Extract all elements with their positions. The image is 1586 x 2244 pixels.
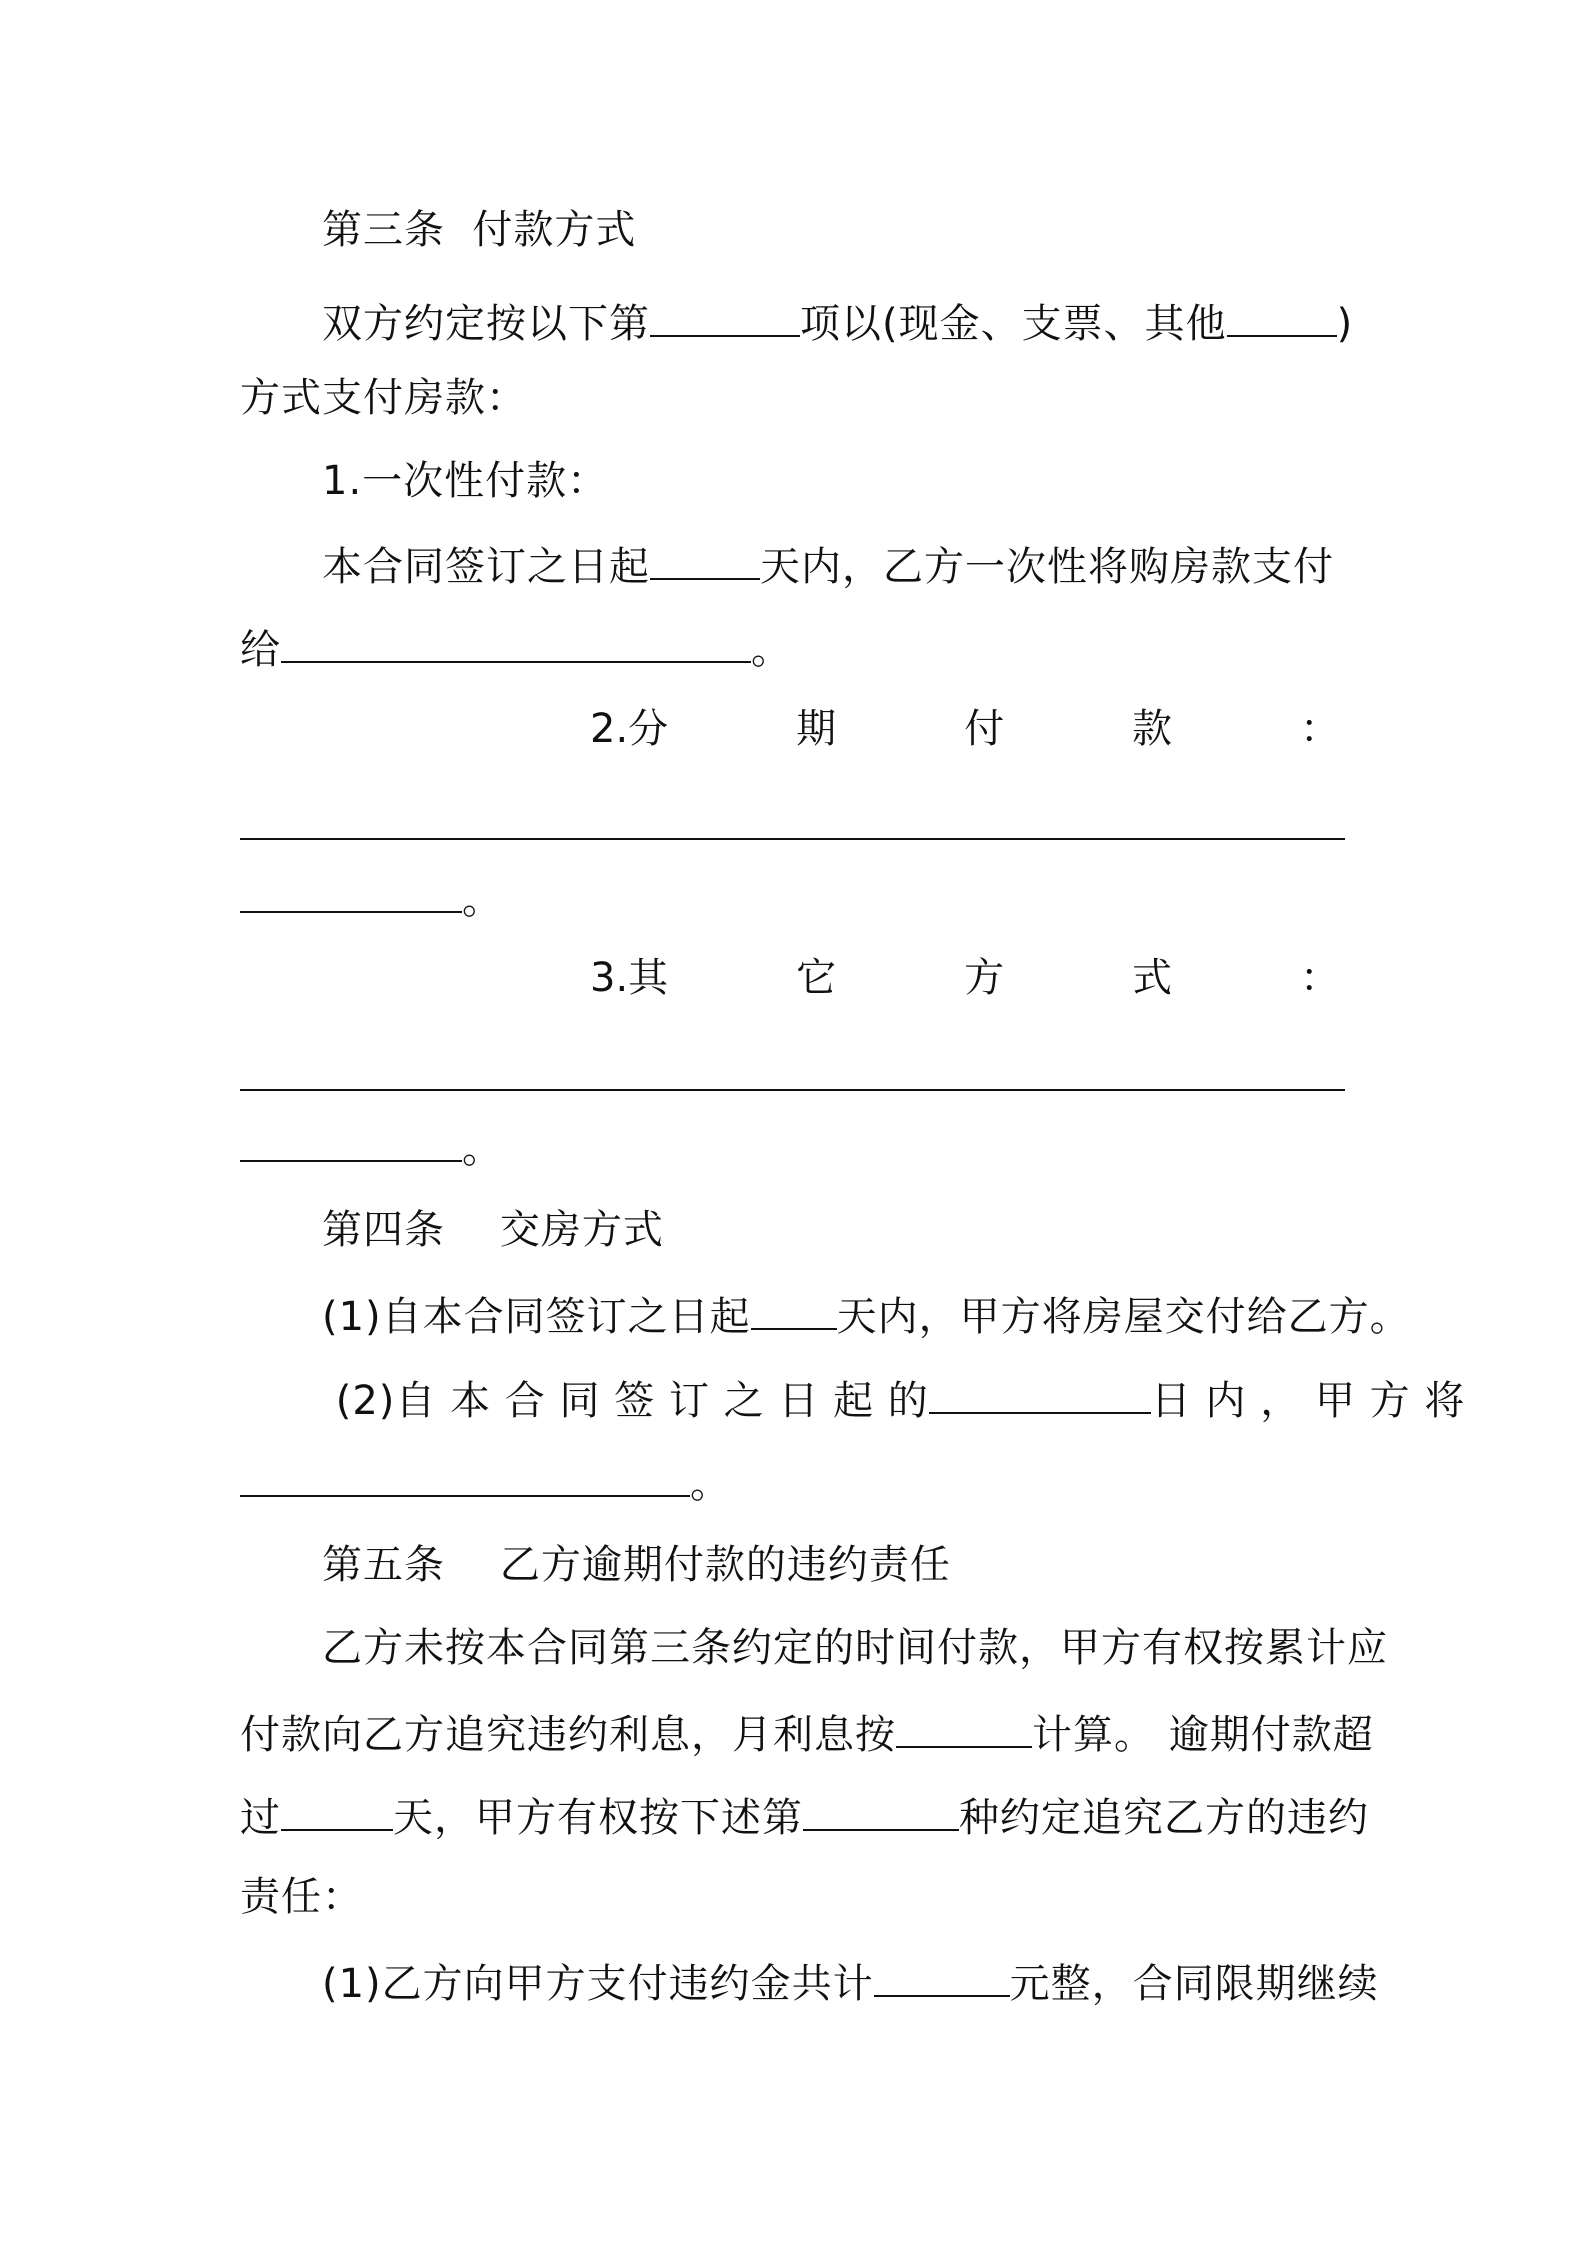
text-segment: (1)自本合同签订之日起 bbox=[322, 1294, 751, 1340]
text-segment: 。 bbox=[690, 1461, 731, 1507]
article5-paragraph-line1: 乙方未按本合同第三条约定的时间付款，甲方有权按累计应 bbox=[322, 1625, 1388, 1671]
article4-item1 bbox=[322, 1288, 1411, 1342]
title-char: 它 bbox=[796, 955, 837, 1001]
text-segment: 。 bbox=[462, 877, 503, 923]
article4-item2-line1 bbox=[322, 1372, 1465, 1426]
blank-field bbox=[240, 1455, 690, 1497]
text-segment: 过 bbox=[240, 1795, 281, 1841]
title-char: 款 bbox=[1132, 706, 1173, 752]
article5-heading: 第五条 乙方逾期付款的违约责任 bbox=[322, 1542, 951, 1588]
text-segment: 双方约定按以下第 bbox=[322, 301, 650, 347]
text-segment: 项以(现金、支票、其他 bbox=[800, 301, 1227, 347]
blank-field bbox=[281, 621, 751, 663]
blank-field bbox=[650, 295, 800, 337]
text-segment: 本合同签订之日起 bbox=[322, 544, 650, 590]
title-char: 2.分 bbox=[590, 706, 669, 752]
text-segment: (2)自 本 合 同 签 订 之 日 起 的 bbox=[322, 1378, 929, 1424]
text-segment: 天内，甲方将房屋交付给乙方。 bbox=[836, 1294, 1411, 1340]
article3-paragraph-line2: 方式支付房款： bbox=[240, 375, 527, 421]
article4-heading: 第四条 交房方式 bbox=[322, 1207, 664, 1253]
blank-field bbox=[896, 1706, 1032, 1748]
text-segment: 日 内 ， 甲 方 将 bbox=[1150, 1378, 1466, 1424]
blank-full-line bbox=[240, 1089, 1345, 1091]
title-char: ： bbox=[1299, 955, 1340, 1001]
article3-paragraph-line1 bbox=[322, 295, 1353, 349]
blank-field bbox=[650, 538, 760, 580]
article3-item1-line2 bbox=[240, 621, 792, 675]
article3-item2-title bbox=[590, 704, 1340, 754]
article3-item2-line2 bbox=[240, 871, 503, 925]
text-segment: 天，甲方有权按下述第 bbox=[393, 1795, 803, 1841]
text-segment: 给 bbox=[240, 627, 281, 673]
text-segment: 天内，乙方一次性将购房款支付 bbox=[760, 544, 1334, 590]
title-char: 付 bbox=[964, 706, 1005, 752]
article5-paragraph-line3 bbox=[240, 1789, 1369, 1843]
title-char: 方 bbox=[964, 955, 1005, 1001]
text-segment: 付款向乙方追究违约利息，月利息按 bbox=[240, 1712, 896, 1758]
blank-field bbox=[1227, 295, 1337, 337]
blank-field bbox=[874, 1955, 1010, 1997]
text-segment: 种约定追究乙方的违约 bbox=[959, 1795, 1369, 1841]
title-char: 式 bbox=[1132, 955, 1173, 1001]
text-segment: 元整，合同限期继续 bbox=[1009, 1961, 1379, 2007]
article3-item1-line1 bbox=[322, 538, 1334, 592]
blank-field bbox=[803, 1789, 959, 1831]
article5-paragraph-line2 bbox=[240, 1706, 1374, 1760]
blank-field bbox=[240, 1120, 462, 1162]
article3-item1-title: 1.一次性付款： bbox=[322, 458, 609, 504]
text-segment: 。 bbox=[462, 1126, 503, 1172]
blank-field bbox=[751, 1288, 837, 1330]
blank-field bbox=[240, 871, 462, 913]
text-segment: 计算。 逾期付款超 bbox=[1032, 1712, 1374, 1758]
article3-item3-title bbox=[590, 953, 1340, 1003]
text-segment: (1)乙方向甲方支付违约金共计 bbox=[322, 1961, 874, 2007]
blank-field bbox=[929, 1372, 1151, 1414]
text-segment: 。 bbox=[751, 627, 792, 673]
title-char: 期 bbox=[796, 706, 837, 752]
article4-item2-line2 bbox=[240, 1455, 731, 1509]
blank-full-line bbox=[240, 838, 1345, 840]
text-segment: ) bbox=[1336, 301, 1354, 347]
article5-item1 bbox=[322, 1955, 1379, 2009]
article3-heading: 第三条 付款方式 bbox=[322, 207, 637, 253]
article3-item3-line2 bbox=[240, 1120, 503, 1174]
article5-paragraph-line4: 责任： bbox=[240, 1874, 363, 1920]
title-char: 3.其 bbox=[590, 955, 669, 1001]
blank-field bbox=[281, 1789, 393, 1831]
title-char: ： bbox=[1299, 706, 1340, 752]
